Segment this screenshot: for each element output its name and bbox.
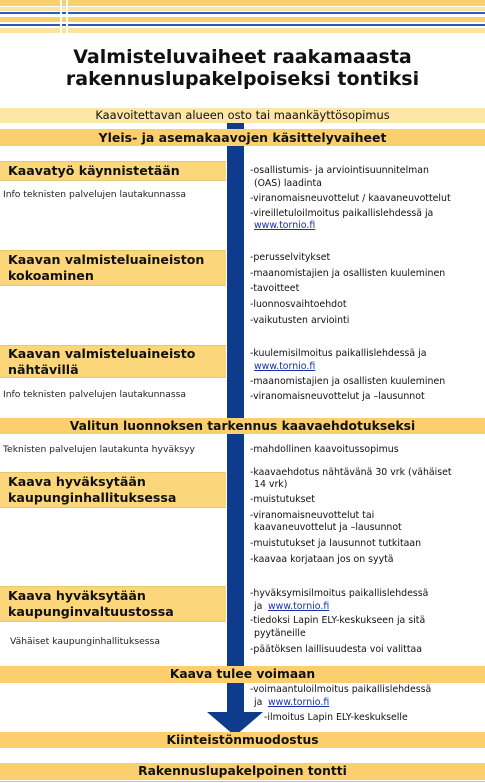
step-council-title-2: kaupunginvaltuustossa [8, 604, 174, 619]
step-materials-title-1: Kaavan valmisteluaineiston [8, 252, 205, 267]
item-correct-plan: -kaavaa korjataan jos on syytä [250, 554, 394, 565]
minor-note: Vähäiset kaupunginhallituksessa [10, 636, 160, 647]
item-negotiations-3b: kaavaneuvottelut ja –lausunnot [254, 522, 402, 533]
item-baseline-studies: -perusselvitykset [250, 252, 331, 263]
item-ely-notify-2: pyytäneille [254, 628, 306, 639]
item-in-force-notice-and: ja [254, 697, 263, 708]
step-start-title: Kaavatyö käynnistetään [8, 163, 180, 178]
item-in-force-notice: -voimaantuloilmoitus paikallislehdessä [250, 684, 432, 695]
step-council-title-1: Kaava hyväksytään [8, 588, 146, 603]
flow-arrow [227, 110, 244, 714]
band-property-label: Kiinteistönmuodostus [166, 733, 319, 747]
band-plot-label: Rakennuslupakelpoinen tontti [138, 764, 347, 778]
item-negotiations-1: -viranomaisneuvottelut / kaavaneuvottelut [250, 193, 451, 204]
link-tornio-1[interactable]: www.tornio.fi [254, 220, 316, 231]
band-in-force-label: Kaava tulee voimaan [169, 667, 316, 681]
item-ely-notice: -ilmoitus Lapin ELY-keskukselle [264, 712, 408, 723]
item-goals: -tavoitteet [250, 283, 300, 294]
step-materials-title-2: kokoaminen [8, 268, 94, 283]
item-hearing-2: -maanomistajien ja osallisten kuuleminen [250, 376, 446, 387]
step-government-title-2: kaupunginhallituksessa [8, 490, 177, 505]
item-impact-assessment: -vaikutusten arviointi [250, 315, 350, 326]
link-tornio-3[interactable]: www.tornio.fi [268, 601, 330, 612]
item-zoning-agreement: -mahdollinen kaavoitussopimus [250, 444, 399, 455]
step-government-title-1: Kaava hyväksytään [8, 474, 146, 489]
item-hearing-notice: -kuulemisilmoitus paikallislehdessä ja [250, 348, 427, 359]
item-approval-notice: -hyväksymisilmoitus paikallislehdessä [250, 588, 429, 599]
item-negotiations-3a: -viranomaisneuvottelut tai [250, 510, 375, 521]
header-stripes [0, 0, 485, 40]
band-processing-label: Yleis- ja asemakaavojen käsittelyvaiheet [98, 130, 387, 145]
info-board-2: Info teknisten palvelujen lautakunnassa [3, 389, 187, 400]
band-acquisition-label: Kaavoitettavan alueen osto tai maankäyttösopimus [95, 108, 390, 122]
link-tornio-2[interactable]: www.tornio.fi [254, 361, 316, 372]
title-line-1: Valmisteluvaiheet raakamaasta [73, 46, 412, 68]
item-proposal-display-2: 14 vrk) [254, 479, 288, 490]
item-hearing-1: -maanomistajien ja osallisten kuuleminen [250, 268, 446, 279]
band-selected-label: Valitun luonnoksen tarkennus kaavaehdotukseksi [69, 419, 416, 433]
item-appeal: -päätöksen laillisuudesta voi valittaa [250, 644, 422, 655]
info-board-1: Info teknisten palvelujen lautakunnassa [3, 189, 187, 200]
item-ely-notify-1: -tiedoksi Lapin ELY-keskukseen ja sitä [250, 615, 426, 626]
item-oas-1: -osallistumis- ja arviointisuunnitelman [250, 165, 429, 176]
item-draft-options: -luonnosvaihtoehdot [250, 299, 347, 310]
item-initiation-notice: -vireilletuloilmoitus paikallislehdessä ja [250, 208, 434, 219]
title-line-2: rakennuslupakelpoiseksi tontiksi [65, 68, 420, 90]
item-negotiations-2: -viranomaisneuvottelut ja –lausunnot [250, 391, 425, 402]
step-display-title-1: Kaavan valmisteluaineisto [8, 346, 196, 361]
diagram-title [0, 46, 485, 90]
bottom-rule [0, 781, 485, 782]
item-approval-notice-and: ja [254, 601, 263, 612]
item-review-reminders: -muistutukset ja lausunnot tutkitaan [250, 538, 422, 549]
item-proposal-display-1: -kaavaehdotus nähtävänä 30 vrk (vähäiset [250, 467, 452, 478]
item-oas-2: (OAS) laadinta [254, 178, 322, 189]
tech-board-approves: Teknisten palvelujen lautakunta hyväksyy [3, 444, 195, 455]
item-reminders: -muistutukset [250, 494, 315, 505]
step-display-title-2: nähtävillä [8, 362, 79, 377]
link-tornio-4[interactable]: www.tornio.fi [268, 697, 330, 708]
